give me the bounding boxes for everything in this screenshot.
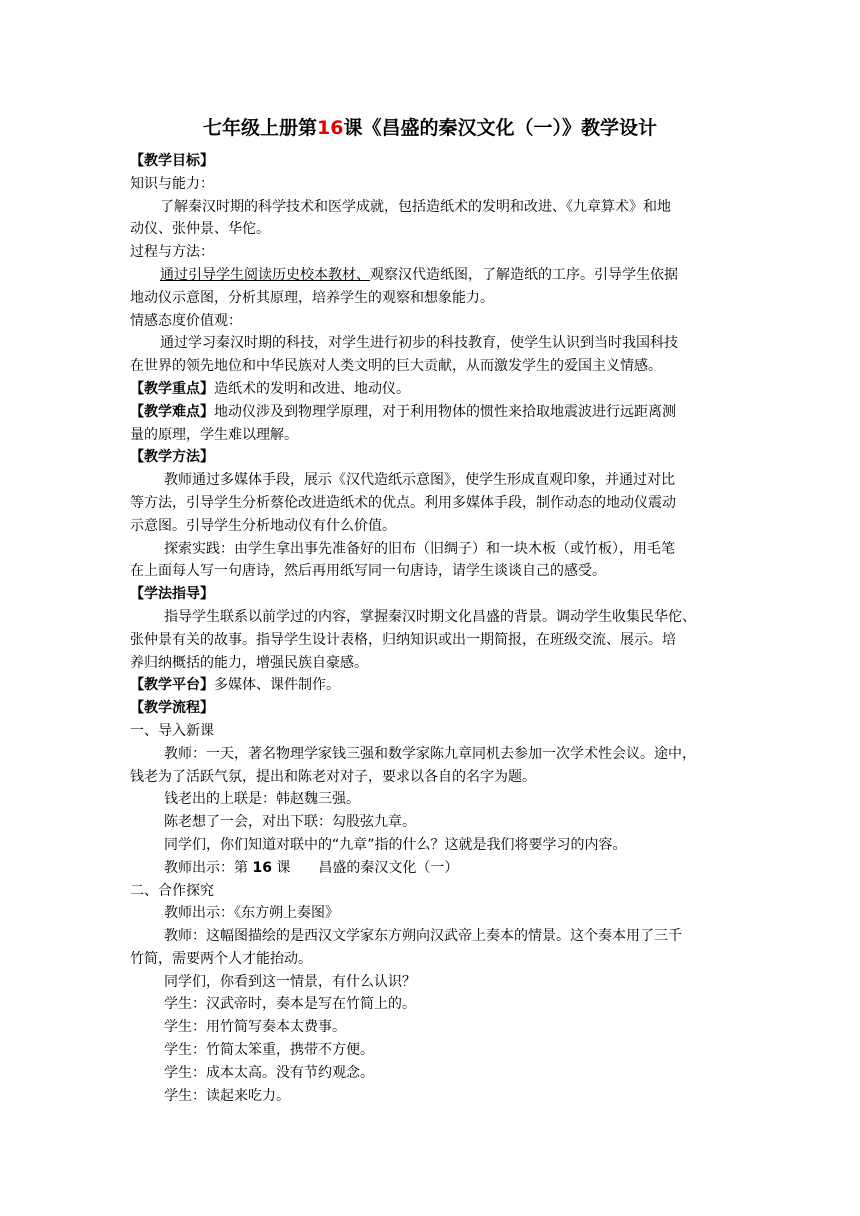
- paragraph-line: 在世界的领先地位和中华民族对人类文明的巨大贡献，从而激发学生的爱国主义情感。: [130, 358, 662, 375]
- paragraph-line: 了解秦汉时期的科学技术和医学成就，包括造纸术的发明和改进、《九章算术》和地: [160, 198, 671, 215]
- subheading-knowledge: 知识与能力：: [130, 175, 214, 192]
- paragraph-text: 多媒体、课件制作。: [214, 677, 340, 694]
- paragraph-text: 教师出示：第: [164, 859, 248, 876]
- lesson-title-inline: 昌盛的秦汉文化（一）: [318, 859, 459, 876]
- title-prefix: 七年级上册第: [203, 117, 318, 139]
- paragraph-line: 学生：读起来吃力。: [164, 1087, 290, 1104]
- paragraph-line: [130, 674, 740, 697]
- paragraph-line: [130, 378, 740, 401]
- paragraph-line: 示意图。引导学生分析地动仪有什么价值。: [130, 517, 396, 534]
- paragraph-text: 观察汉代造纸图，了解造纸的工序。引导学生依据: [370, 266, 678, 283]
- paragraph-line: 教师出示：《东方朔上奏图》: [164, 905, 339, 922]
- paragraph-line: 张仲景有关的故事。指导学生设计表格，归纳知识或出一期简报，在班级交流、展示。培: [130, 631, 676, 648]
- subheading-intro: 一、导入新课: [130, 722, 214, 739]
- paragraph-line: 教师：这幅图描绘的是西汉文学家东方朔向汉武帝上奏本的情景。这个奏本用了三千: [164, 928, 682, 945]
- section-heading-method: 【教学方法】: [130, 449, 214, 466]
- document-body: [130, 150, 740, 1107]
- paragraph-line: 钱老出的上联是：韩赵魏三强。: [164, 791, 360, 808]
- subheading-process: 过程与方法：: [130, 244, 214, 261]
- paragraph-line: 养归纳概括的能力，增强民族自豪感。: [130, 654, 368, 671]
- paragraph-line: 学生：汉武帝时，奏本是写在竹简上的。: [164, 996, 416, 1013]
- subheading-emotion: 情感态度价值观：: [130, 312, 242, 329]
- document-title: [0, 116, 860, 140]
- section-heading-flow: 【教学流程】: [130, 700, 214, 717]
- section-heading-platform: 【教学平台】: [130, 677, 214, 694]
- paragraph-line: 等方法，引导学生分析蔡伦改进造纸术的优点。利用多媒体手段，制作动态的地动仪震动: [130, 494, 676, 511]
- section-heading-study: 【学法指导】: [130, 586, 214, 603]
- paragraph-text: 造纸术的发明和改进、地动仪。: [214, 380, 410, 397]
- paragraph-line: [130, 857, 740, 880]
- paragraph-line: 量的原理，学生难以理解。: [130, 426, 298, 443]
- paragraph-line: 通过学习秦汉时期的科技，对学生进行初步的科技教育，使学生认识到当时我国科技: [160, 335, 678, 352]
- paragraph-line: 同学们，你们知道对联中的“九章”指的什么？这就是我们将要学习的内容。: [164, 836, 627, 853]
- paragraph-line: 教师：一天，著名物理学家钱三强和数学家陈九章同机去参加一次学术性会议。途中，: [164, 745, 696, 762]
- lesson-number: 16: [317, 117, 344, 139]
- paragraph-line: 动仪、张仲景、华佗。: [130, 221, 270, 238]
- paragraph-line: 指导学生联系以前学过的内容，掌握秦汉时期文化昌盛的背景。调动学生收集民华佗、: [164, 608, 696, 625]
- paragraph-line: 在上面每人写一句唐诗，然后再用纸写同一句唐诗，请学生谈谈自己的感受。: [130, 563, 606, 580]
- paragraph-line: 竹简，需要两个人才能抬动。: [130, 950, 312, 967]
- paragraph-line: [130, 264, 740, 287]
- lesson-number-inline: 16: [252, 859, 272, 876]
- paragraph-text: 课: [276, 859, 291, 876]
- title-suffix: 课《昌盛的秦汉文化（一）》教学设计: [343, 117, 657, 139]
- paragraph-line: 探索实践：由学生拿出事先准备好的旧布（旧绸子）和一块木板（或竹板），用毛笔: [164, 540, 675, 557]
- section-heading-difficulty: 【教学难点】: [130, 403, 214, 420]
- paragraph-line: 学生：竹简太笨重，携带不方便。: [164, 1042, 374, 1059]
- underlined-text: 通过引导学生阅读历史校本教材、: [160, 266, 370, 283]
- section-heading-goals: 【教学目标】: [130, 153, 214, 169]
- section-heading-key: 【教学重点】: [130, 380, 214, 397]
- paragraph-line: 地动仪示意图，分析其原理，培养学生的观察和想象能力。: [130, 289, 494, 306]
- paragraph-line: 陈老想了一会，对出下联：勾股弦九章。: [164, 814, 416, 831]
- paragraph-line: [130, 401, 740, 424]
- subheading-explore: 二、合作探究: [130, 882, 214, 899]
- paragraph-line: 同学们，你看到这一情景，有什么认识？: [164, 973, 416, 990]
- paragraph-line: 学生：成本太高。没有节约观念。: [164, 1064, 374, 1081]
- paragraph-line: 钱老为了活跃气氛，提出和陈老对对子，要求以各自的名字为题。: [130, 768, 536, 785]
- paragraph-line: 教师通过多媒体手段，展示《汉代造纸示意图》，使学生形成直观印象，并通过对比: [164, 472, 675, 489]
- paragraph-line: 学生：用竹简写奏本太费事。: [164, 1019, 346, 1036]
- paragraph-text: 地动仪涉及到物理学原理，对于利用物体的惯性来拾取地震波进行远距离测: [214, 403, 676, 420]
